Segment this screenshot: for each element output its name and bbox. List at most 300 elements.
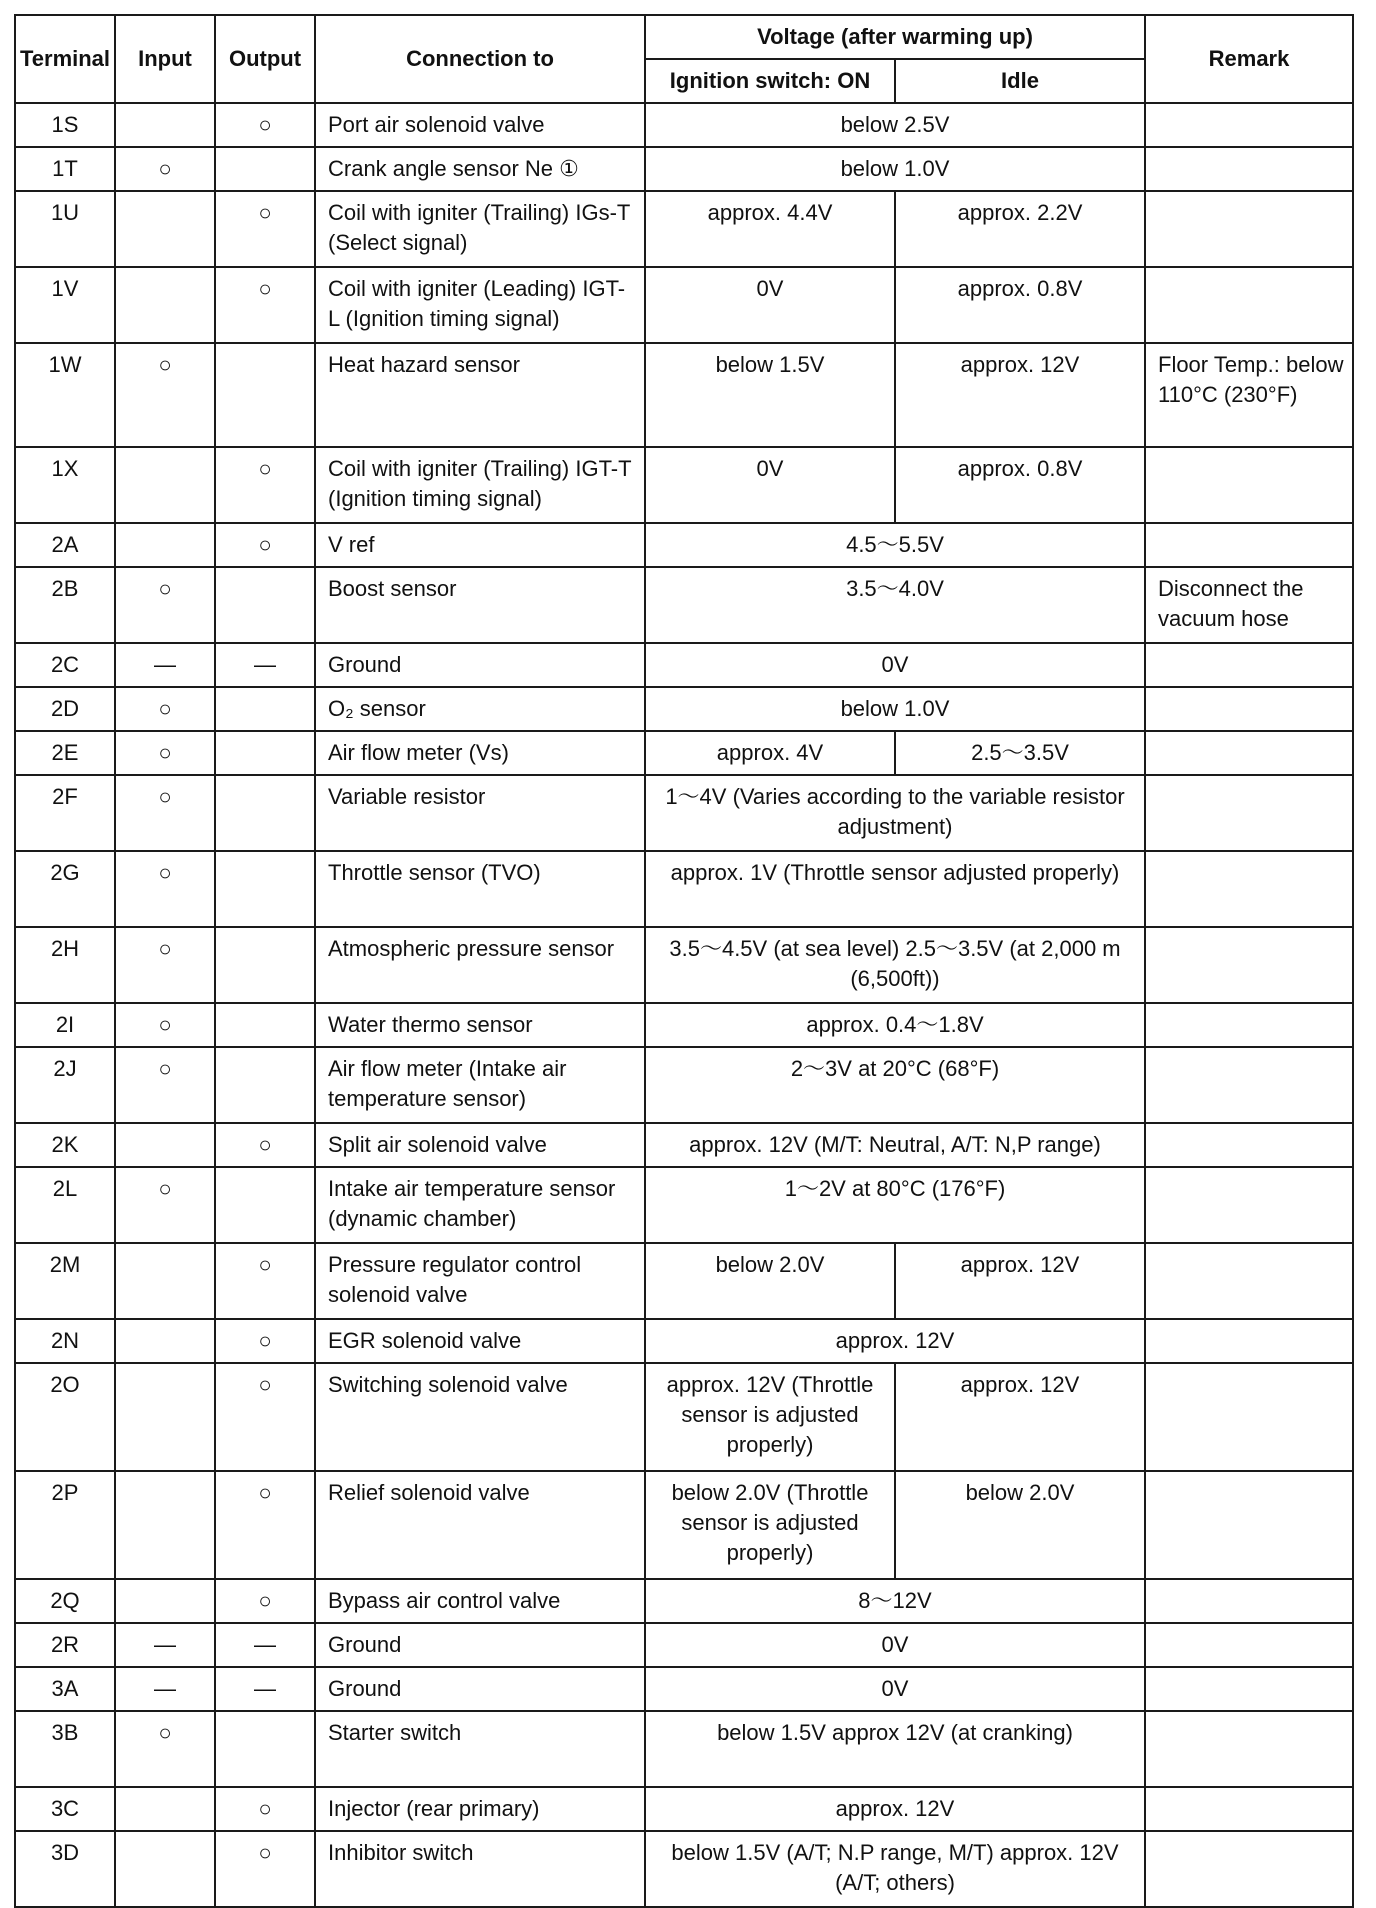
terminal-cell [15,1003,115,1047]
voltage-cell-text: approx. 12V (M/T: Neutral, A/T: N,P range) [689,1132,1101,1157]
voltage-cell [645,927,1145,1003]
connection-cell [315,1667,645,1711]
voltage-cell [645,1831,1145,1907]
voltage-cell-text: 1～2V at 80°C (176°F) [784,1176,1006,1201]
voltage-cell-text: below 1.5V approx 12V (at cranking) [717,1720,1073,1745]
output-mark-cell-text [216,344,314,354]
table-row [15,851,1353,927]
terminal-cell [15,147,115,191]
input-mark-cell [115,1319,215,1363]
input-mark-cell-text [116,268,214,278]
output-mark-cell [215,523,315,567]
terminal-voltage-table [14,14,1354,1908]
input-mark-cell-text [116,104,214,114]
remark-cell-text [1158,104,1344,114]
header-idle: Idle [895,59,1145,103]
terminal-cell [15,687,115,731]
output-mark-cell [215,1123,315,1167]
connection-cell [315,927,645,1003]
table-row [15,1787,1353,1831]
input-mark-cell [115,851,215,927]
voltage-cell [645,1167,1145,1243]
voltage-cell-text: below 1.0V [840,696,950,721]
output-mark-cell-text [216,776,314,786]
connection-cell-text: Air flow meter (Intake air temperature sensor) [328,1056,567,1111]
input-mark-cell [115,1667,215,1711]
connection-cell [315,731,645,775]
remark-cell [1145,1831,1353,1907]
terminal-cell [15,1623,115,1667]
voltage-cell [645,775,1145,851]
table-row [15,1363,1353,1471]
ignition-on-voltage-cell [645,343,895,447]
terminal-cell-text: 1U [50,200,80,225]
table-row [15,775,1353,851]
connection-cell-text: Pressure regulator control solenoid valve [328,1252,582,1307]
voltage-cell-text: 0V [881,652,909,677]
terminal-cell [15,191,115,267]
remark-cell [1145,1123,1353,1167]
terminal-cell-text: 2A [51,532,79,557]
connection-cell [315,1319,645,1363]
connection-cell [315,1831,645,1907]
voltage-cell [645,1003,1145,1047]
input-mark-cell-text: ○ [158,1056,172,1081]
voltage-cell-text: 0V [881,1676,909,1701]
terminal-cell [15,1831,115,1907]
table-row [15,643,1353,687]
remark-cell [1145,643,1353,687]
voltage-cell [645,1579,1145,1623]
input-mark-cell [115,147,215,191]
terminal-cell-text: 2J [53,1056,77,1081]
input-mark-cell [115,103,215,147]
terminal-cell-text: 2G [50,860,80,885]
ignition-on-voltage-cell-text: approx. 12V (Throttle sensor is adjusted properly) [666,1372,874,1457]
header-remark: Remark [1145,15,1353,103]
remark-cell-text: Floor Temp.: below 110°C (230°F) [1158,352,1344,407]
remark-cell [1145,267,1353,343]
terminal-cell-text: 3C [50,1796,80,1821]
voltage-cell [645,1123,1145,1167]
terminal-cell-text: 3A [51,1676,79,1701]
voltage-cell-text: below 2.5V [840,112,950,137]
table-row [15,1319,1353,1363]
connection-cell-text: Heat hazard sensor [328,352,520,377]
input-mark-cell [115,1363,215,1471]
remark-cell [1145,1319,1353,1363]
terminal-cell [15,1579,115,1623]
output-mark-cell [215,343,315,447]
terminal-cell-text: 1V [51,276,79,301]
input-mark-cell [115,687,215,731]
ignition-on-voltage-cell [645,1243,895,1319]
remark-cell [1145,147,1353,191]
terminal-cell-text: 2I [55,1012,75,1037]
terminal-cell [15,523,115,567]
header-output: Output [215,15,315,103]
output-mark-cell-text [216,732,314,742]
voltage-cell-text: 0V [881,1632,909,1657]
output-mark-cell-text: ○ [258,1372,272,1397]
input-mark-cell [115,1711,215,1787]
output-mark-cell [215,1711,315,1787]
remark-cell [1145,1363,1353,1471]
table-row [15,191,1353,267]
table-row [15,1003,1353,1047]
terminal-cell [15,343,115,447]
terminal-cell [15,927,115,1003]
ignition-on-voltage-cell-text: below 2.0V [715,1252,825,1277]
output-mark-cell-text: ○ [258,532,272,557]
input-mark-cell [115,1123,215,1167]
remark-cell-text [1158,1364,1344,1374]
connection-cell [315,1167,645,1243]
input-mark-cell [115,1579,215,1623]
voltage-cell [645,851,1145,927]
output-mark-cell-text: ○ [258,1796,272,1821]
terminal-cell [15,643,115,687]
input-mark-cell-text: ○ [158,696,172,721]
remark-cell [1145,567,1353,643]
input-mark-cell [115,1471,215,1579]
remark-cell-text [1158,1832,1344,1842]
idle-voltage-cell [895,343,1145,447]
connection-cell-text: Throttle sensor (TVO) [328,860,541,885]
connection-cell-text: Coil with igniter (Trailing) IGs-T (Select signal) [328,200,630,255]
input-mark-cell-text: ○ [158,1720,172,1745]
terminal-cell [15,1363,115,1471]
input-mark-cell [115,731,215,775]
connection-cell [315,687,645,731]
remark-cell [1145,1711,1353,1787]
table-row [15,1579,1353,1623]
voltage-cell [645,1047,1145,1123]
remark-cell-text [1158,928,1344,938]
connection-cell-text: Switching solenoid valve [328,1372,568,1397]
output-mark-cell [215,1003,315,1047]
input-mark-cell-text [116,1472,214,1482]
input-mark-cell [115,1831,215,1907]
connection-cell-text: Bypass air control valve [328,1588,561,1613]
voltage-cell-text: below 1.0V [840,156,950,181]
terminal-cell [15,1787,115,1831]
output-mark-cell [215,1047,315,1123]
connection-cell-text: Ground [328,1676,402,1701]
output-mark-cell-text: ○ [258,200,272,225]
input-mark-cell [115,1047,215,1123]
input-mark-cell-text [116,1788,214,1798]
output-mark-cell [215,1623,315,1667]
voltage-cell [645,1623,1145,1667]
remark-cell-text [1158,1788,1344,1798]
output-mark-cell [215,1667,315,1711]
input-mark-cell [115,1623,215,1667]
terminal-cell-text: 2N [50,1328,80,1353]
remark-cell [1145,103,1353,147]
connection-cell [315,447,645,523]
remark-cell-text [1158,524,1344,534]
input-mark-cell [115,927,215,1003]
connection-cell [315,523,645,567]
table-row [15,447,1353,523]
idle-voltage-cell-text: approx. 12V [960,352,1080,377]
voltage-cell [645,1319,1145,1363]
input-mark-cell-text: — [154,652,176,677]
remark-cell [1145,1579,1353,1623]
input-mark-cell-text [116,1244,214,1254]
output-mark-cell [215,103,315,147]
voltage-cell-text: 2～3V at 20°C (68°F) [790,1056,1000,1081]
output-mark-cell-text: — [254,652,276,677]
output-mark-cell [215,687,315,731]
output-mark-cell [215,731,315,775]
connection-cell [315,147,645,191]
table-row [15,147,1353,191]
terminal-cell-text: 2E [51,740,79,765]
terminal-cell [15,447,115,523]
terminal-cell [15,1711,115,1787]
connection-cell [315,1471,645,1579]
idle-voltage-cell-text: approx. 0.8V [957,276,1083,301]
input-mark-cell [115,567,215,643]
connection-cell-text: EGR solenoid valve [328,1328,522,1353]
header-voltage-group: Voltage (after warming up) [645,15,1145,59]
connection-cell [315,1123,645,1167]
terminal-cell [15,731,115,775]
idle-voltage-cell-text: approx. 12V [960,1372,1080,1397]
remark-cell-text [1158,1668,1344,1678]
output-mark-cell [215,851,315,927]
output-mark-cell [215,1579,315,1623]
connection-cell [315,1787,645,1831]
connection-cell [315,1623,645,1667]
output-mark-cell-text [216,1004,314,1014]
remark-cell-text [1158,1320,1344,1330]
connection-cell-text: Injector (rear primary) [328,1796,540,1821]
terminal-cell-text: 2D [50,696,80,721]
output-mark-cell-text [216,1712,314,1722]
connection-cell-text: Ground [328,652,402,677]
connection-cell-text: Coil with igniter (Trailing) IGT-T (Ignition timing signal) [328,456,632,511]
table-row [15,103,1353,147]
voltage-cell [645,643,1145,687]
input-mark-cell [115,447,215,523]
output-mark-cell-text: ○ [258,1840,272,1865]
remark-cell-text [1158,1124,1344,1134]
voltage-cell-text: approx. 1V (Throttle sensor adjusted properly) [670,860,1120,885]
output-mark-cell-text: ○ [258,1328,272,1353]
terminal-cell [15,567,115,643]
voltage-cell-text: approx. 0.4～1.8V [806,1012,984,1037]
connection-cell [315,343,645,447]
idle-voltage-cell [895,191,1145,267]
terminal-cell [15,851,115,927]
output-mark-cell [215,191,315,267]
table-row [15,1667,1353,1711]
terminal-cell [15,1243,115,1319]
idle-voltage-cell-text: approx. 0.8V [957,456,1083,481]
terminal-cell-text: 2L [52,1176,78,1201]
output-mark-cell-text [216,852,314,862]
terminal-cell [15,1123,115,1167]
table-row [15,1711,1353,1787]
remark-cell [1145,523,1353,567]
connection-cell [315,1003,645,1047]
table-row [15,1471,1353,1579]
voltage-cell [645,523,1145,567]
header-terminal: Terminal [15,15,115,103]
input-mark-cell-text: — [154,1632,176,1657]
output-mark-cell-text [216,1048,314,1058]
output-mark-cell [215,147,315,191]
output-mark-cell [215,775,315,851]
terminal-cell-text: 1X [51,456,79,481]
remark-cell-text [1158,688,1344,698]
table-row [15,1831,1353,1907]
output-mark-cell [215,643,315,687]
connection-cell [315,567,645,643]
input-mark-cell-text [116,1320,214,1330]
idle-voltage-cell [895,1243,1145,1319]
output-mark-cell [215,1167,315,1243]
input-mark-cell-text [116,1124,214,1134]
input-mark-cell [115,1167,215,1243]
output-mark-cell-text: ○ [258,1588,272,1613]
voltage-cell-text: 4.5～5.5V [846,532,944,557]
voltage-cell-text: 8～12V [858,1588,932,1613]
output-mark-cell-text: ○ [258,456,272,481]
remark-cell [1145,927,1353,1003]
table-row [15,1047,1353,1123]
connection-cell [315,1711,645,1787]
connection-cell-text: Variable resistor [328,784,486,809]
ignition-on-voltage-cell-text: below 2.0V (Throttle sensor is adjusted properly) [671,1480,869,1565]
remark-cell [1145,1471,1353,1579]
remark-cell [1145,687,1353,731]
connection-cell-text: Intake air temperature sensor (dynamic chamber) [328,1176,616,1231]
remark-cell [1145,1667,1353,1711]
input-mark-cell [115,1003,215,1047]
terminal-cell-text: 2C [50,652,80,677]
remark-cell-text [1158,1580,1344,1590]
remark-cell-text [1158,644,1344,654]
output-mark-cell-text: ○ [258,1480,272,1505]
voltage-cell [645,567,1145,643]
remark-cell [1145,343,1353,447]
table-row [15,1167,1353,1243]
terminal-cell [15,1319,115,1363]
output-mark-cell-text: — [254,1632,276,1657]
table-row [15,927,1353,1003]
terminal-cell [15,1047,115,1123]
connection-cell-text: Crank angle sensor Ne ① [328,156,579,181]
connection-cell [315,267,645,343]
connection-cell-text: V ref [328,532,375,557]
terminal-cell [15,1471,115,1579]
idle-voltage-cell [895,267,1145,343]
remark-cell-text [1158,776,1344,786]
output-mark-cell [215,1787,315,1831]
connection-cell-text: Air flow meter (Vs) [328,740,509,765]
idle-voltage-cell-text: approx. 12V [960,1252,1080,1277]
output-mark-cell [215,267,315,343]
terminal-cell [15,1667,115,1711]
terminal-cell-text: 2K [51,1132,79,1157]
remark-cell-text: Disconnect the vacuum hose [1158,576,1304,631]
ignition-on-voltage-cell-text: approx. 4V [716,740,824,765]
remark-cell [1145,1243,1353,1319]
remark-cell [1145,775,1353,851]
output-mark-cell-text [216,148,314,158]
input-mark-cell [115,343,215,447]
input-mark-cell [115,267,215,343]
terminal-cell-text: 2B [51,576,79,601]
remark-cell [1145,1787,1353,1831]
remark-cell-text [1158,732,1344,742]
connection-cell-text: Port air solenoid valve [328,112,545,137]
input-mark-cell-text [116,448,214,458]
input-mark-cell-text: ○ [158,784,172,809]
remark-cell [1145,1167,1353,1243]
connection-cell [315,1243,645,1319]
terminal-cell-text: 2H [50,936,80,961]
terminal-cell-text: 2P [51,1480,79,1505]
remark-cell-text [1158,192,1344,202]
terminal-cell [15,267,115,343]
input-mark-cell-text [116,524,214,534]
terminal-cell [15,1167,115,1243]
voltage-cell [645,1787,1145,1831]
voltage-cell-text: approx. 12V [835,1328,955,1353]
connection-cell [315,851,645,927]
ignition-on-voltage-cell [645,447,895,523]
table-row [15,731,1353,775]
remark-cell [1145,447,1353,523]
remark-cell-text [1158,1244,1344,1254]
input-mark-cell [115,191,215,267]
input-mark-cell-text: — [154,1676,176,1701]
ignition-on-voltage-cell-text: below 1.5V [715,352,825,377]
connection-cell [315,1579,645,1623]
voltage-cell [645,103,1145,147]
idle-voltage-cell [895,731,1145,775]
terminal-cell-text: 2M [49,1252,81,1277]
idle-voltage-cell-text: below 2.0V [965,1480,1075,1505]
remark-cell-text [1158,1004,1344,1014]
ignition-on-voltage-cell [645,1363,895,1471]
terminal-cell-text: 2O [50,1372,80,1397]
table-row [15,267,1353,343]
connection-cell-text: O₂ sensor [328,696,426,721]
output-mark-cell-text [216,688,314,698]
connection-cell-text: Ground [328,1632,402,1657]
remark-cell-text [1158,268,1344,278]
output-mark-cell-text: ○ [258,1132,272,1157]
voltage-cell [645,687,1145,731]
output-mark-cell [215,927,315,1003]
input-mark-cell-text: ○ [158,156,172,181]
remark-cell [1145,191,1353,267]
connection-cell-text: Boost sensor [328,576,457,601]
connection-cell [315,1363,645,1471]
table-body [15,103,1353,1907]
output-mark-cell [215,1363,315,1471]
input-mark-cell-text [116,1364,214,1374]
connection-cell [315,1047,645,1123]
input-mark-cell [115,1243,215,1319]
terminal-cell-text: 2F [52,784,78,809]
